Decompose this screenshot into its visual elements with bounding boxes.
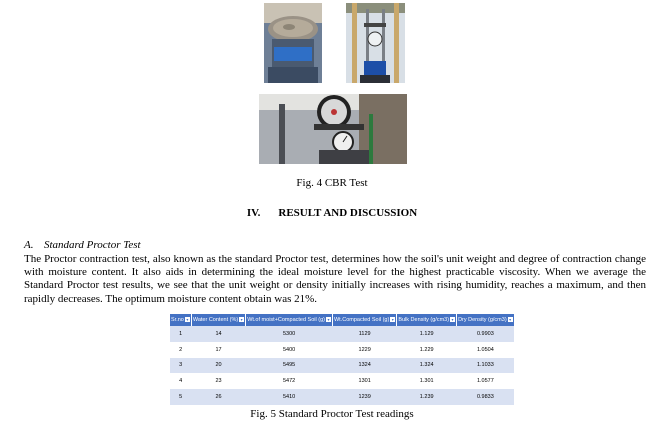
table-cell: 5300: [246, 326, 333, 342]
table-cell: 1229: [332, 342, 396, 358]
table-cell: 1.129: [397, 326, 457, 342]
table-cell: 3: [170, 358, 191, 374]
table-cell: 4: [170, 373, 191, 389]
table-cell: 17: [191, 342, 245, 358]
table-row: [170, 342, 514, 358]
table-cell: 1: [170, 326, 191, 342]
table-row: [170, 389, 514, 405]
table-cell: 1129: [332, 326, 396, 342]
table-cell: 1.239: [397, 389, 457, 405]
table-cell: 5410: [246, 389, 333, 405]
cbr-frame-photo: [346, 3, 405, 83]
table-header-label: Sr.no: [171, 317, 184, 323]
table-cell: 5400: [246, 342, 333, 358]
body-paragraph: The Proctor contraction test, also known as the standard Proctor test, determines how the soil's unit weight and degree of contraction change with moisture content. It also aids in determining the ideal moisture level for the highest practicable viscosity. When we average the Standard Proctor test results, we see that the unit weight or density initially increases with rising humidity, reaches a maximum, and then rapidly decreases. The optimum moisture content obtain was 21%.: [24, 253, 646, 305]
table-header-cell[interactable]: [246, 314, 333, 326]
table-cell: 0.9833: [457, 389, 515, 405]
table-header-label: Wt.of moist+Compacted Soil (g): [247, 317, 325, 323]
table-row: [170, 373, 514, 389]
table-cell: 5495: [246, 358, 333, 374]
table-cell: 1.229: [397, 342, 457, 358]
table-cell: 14: [191, 326, 245, 342]
table-header-cell[interactable]: [332, 314, 396, 326]
table-cell: 0.9903: [457, 326, 515, 342]
subsection-title: Standard Proctor Test: [44, 239, 141, 251]
table-cell: 2: [170, 342, 191, 358]
table-cell: 1.1033: [457, 358, 515, 374]
table-cell: 20: [191, 358, 245, 374]
table-row: [170, 358, 514, 374]
filter-dropdown-icon[interactable]: ▾: [509, 317, 512, 323]
table-header-label: Dry Density (g/cm3): [458, 317, 507, 323]
filter-dropdown-icon[interactable]: ▾: [240, 317, 243, 323]
table-cell: 1.0577: [457, 373, 515, 389]
section-heading: [0, 207, 664, 219]
filter-dropdown-icon[interactable]: ▾: [327, 317, 330, 323]
table-cell: 1301: [332, 373, 396, 389]
cbr-dial-photo: [259, 94, 407, 164]
table-cell: 1239: [332, 389, 396, 405]
proctor-readings-table: [170, 314, 512, 405]
table-header-label: Wt.Compacted Soil (g): [333, 317, 390, 323]
table-cell: 5: [170, 389, 191, 405]
table-cell: 1.324: [397, 358, 457, 374]
filter-dropdown-icon[interactable]: ▾: [451, 317, 454, 323]
subsection-number: A.: [24, 239, 34, 251]
table-header-cell[interactable]: [170, 314, 191, 326]
table-header-cell[interactable]: [191, 314, 245, 326]
table-header-row: [170, 314, 514, 326]
section-title: RESULT AND DISCUSSION: [278, 207, 418, 219]
section-number: IV.: [246, 207, 261, 219]
table-header-label: Bulk Density (g/cm3): [398, 317, 450, 323]
table-cell: 5472: [246, 373, 333, 389]
table-cell: 1.301: [397, 373, 457, 389]
table-cell: 26: [191, 389, 245, 405]
filter-dropdown-icon[interactable]: ▾: [391, 317, 394, 323]
table-row: [170, 326, 514, 342]
figure-5-caption: Fig. 5 Standard Proctor Test readings: [250, 408, 414, 420]
filter-dropdown-icon[interactable]: ▾: [186, 317, 189, 323]
table-header-label: Water Content (%): [192, 317, 239, 323]
table-header-cell[interactable]: [457, 314, 515, 326]
figure-4-caption: Fig. 4 CBR Test: [296, 177, 368, 189]
table-cell: 1.0504: [457, 342, 515, 358]
cbr-mould-photo: [264, 3, 322, 83]
table-cell: 1324: [332, 358, 396, 374]
subsection-heading: [24, 239, 141, 251]
table-cell: 23: [191, 373, 245, 389]
table-header-cell[interactable]: [397, 314, 457, 326]
